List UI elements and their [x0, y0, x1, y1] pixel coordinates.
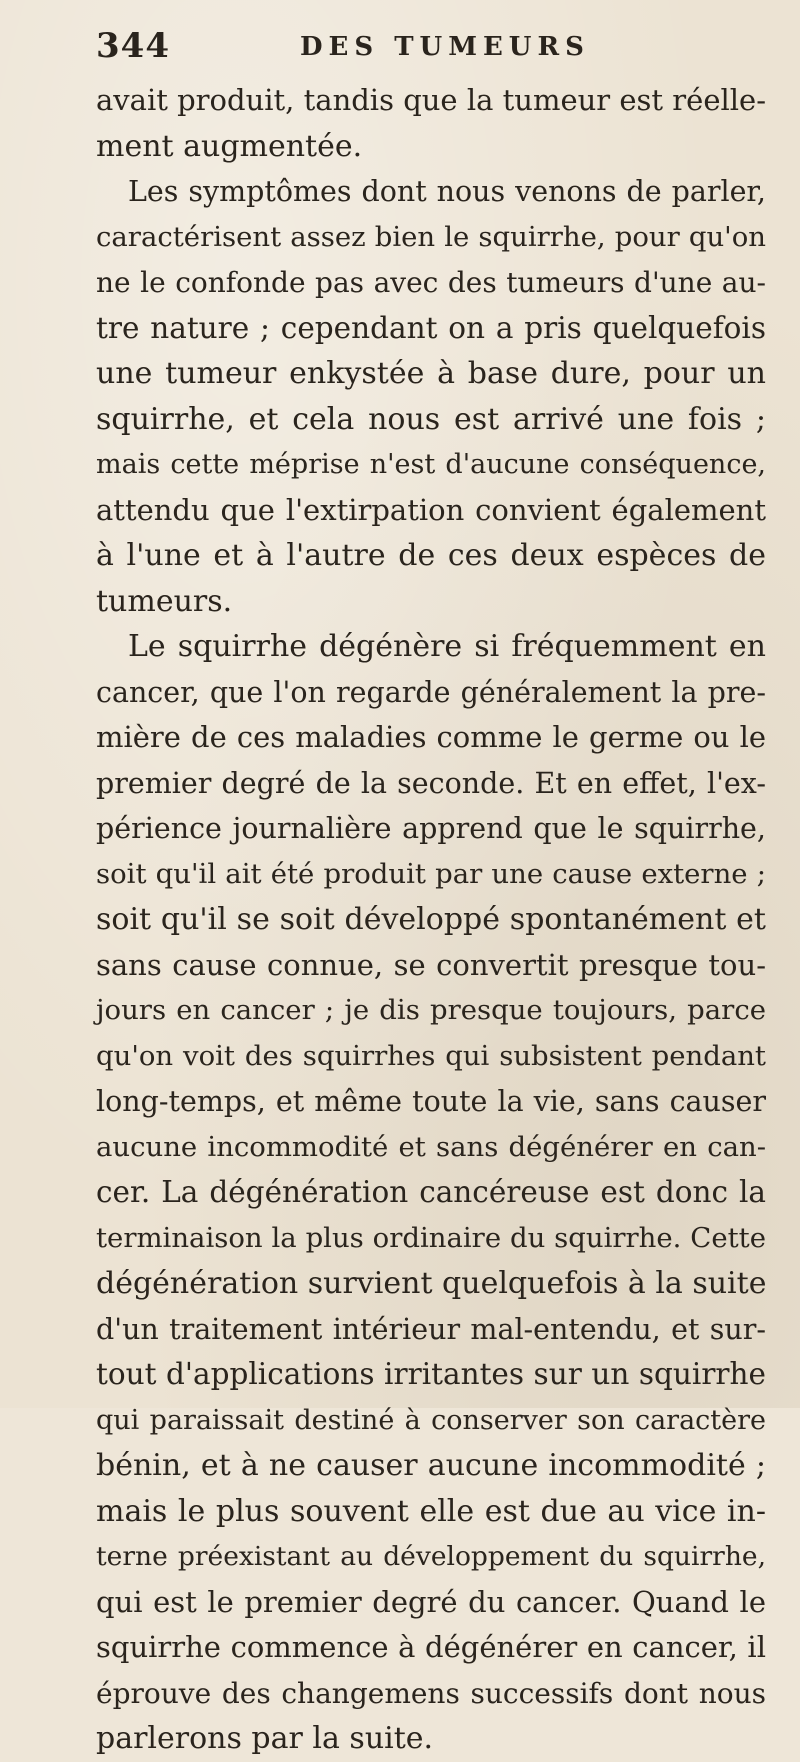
text-line: cancer, que l'on regarde généralement la pre- [96, 675, 766, 709]
text-line: parlerons par la suite. [96, 1721, 434, 1756]
text-line: premier degré de la seconde. Et en effet, l'ex- [96, 766, 766, 800]
text-line: jours en cancer ; je dis presque toujours, parce [96, 994, 766, 1026]
body-text [96, 78, 766, 1762]
text-line: caractérisent assez bien le squirrhe, pour qu'on [96, 220, 766, 253]
text-line: long-temps, et même toute la vie, sans causer [96, 1085, 766, 1118]
text-line: Les symptômes dont nous venons de parler, [128, 175, 766, 208]
text-line: qui est le premier degré du cancer. Quand le [96, 1584, 766, 1619]
text-line: tre nature ; cependant on a pris quelquefois [96, 310, 766, 345]
text-line: aucune incommodité et sans dégénérer en can- [96, 1130, 766, 1163]
text-line: attendu que l'extirpation convient également [96, 492, 766, 527]
text-line: bénin, et à ne causer aucune incommodité ; [96, 1448, 766, 1483]
text-line: dégénération survient quelquefois à la suite [96, 1266, 767, 1301]
text-line: à l'une et à l'autre de ces deux espèces de [96, 538, 766, 573]
page-number: 344 [96, 26, 170, 66]
text-line: mais le plus souvent elle est due au vice in- [96, 1493, 766, 1529]
text-line: tumeurs. [96, 583, 233, 619]
text-line: tout d'applications irritantes sur un squirrhe [96, 1357, 766, 1391]
text-line: soit qu'il ait été produit par une cause externe ; [96, 857, 766, 890]
text-line: périence journalière apprend que le squirrhe, [96, 812, 766, 845]
text-line: qui paraissait destiné à conserver son caractère [96, 1404, 766, 1436]
text-line: squirrhe, et cela nous est arrivé une fois ; [96, 401, 766, 437]
text-line: ment augmentée. [96, 128, 363, 164]
text-line: terne préexistant au développement du squirrhe, [96, 1541, 766, 1572]
text-line: mière de ces maladies comme le germe ou le [96, 720, 766, 754]
text-line: une tumeur enkystée à base dure, pour un [96, 356, 766, 391]
text-line: squirrhe commence à dégénérer en cancer, il [96, 1630, 766, 1664]
text-line: avait produit, tandis que la tumeur est réelle- [96, 83, 766, 117]
text-line: Le squirrhe dégénère si fréquemment en [128, 629, 766, 664]
text-line: terminaison la plus ordinaire du squirrhe. Cette [96, 1221, 766, 1254]
text-line: d'un traitement intérieur mal-entendu, et sur- [96, 1312, 766, 1346]
text-line: éprouve des changemens successifs dont nous [96, 1676, 766, 1710]
running-title: DES TUMEURS [300, 32, 590, 62]
page-header [96, 26, 756, 70]
text-line: ne le confonde pas avec des tumeurs d'une au- [96, 266, 766, 299]
text-line: soit qu'il se soit développé spontanément et [96, 902, 766, 937]
text-line: qu'on voit des squirrhes qui subsistent pendant [96, 1039, 766, 1072]
text-line: cer. La dégénération cancéreuse est donc la [96, 1175, 766, 1209]
text-line: sans cause connue, se convertit presque tou- [96, 947, 766, 982]
text-line: mais cette méprise n'est d'aucune conséquence, [96, 449, 766, 480]
